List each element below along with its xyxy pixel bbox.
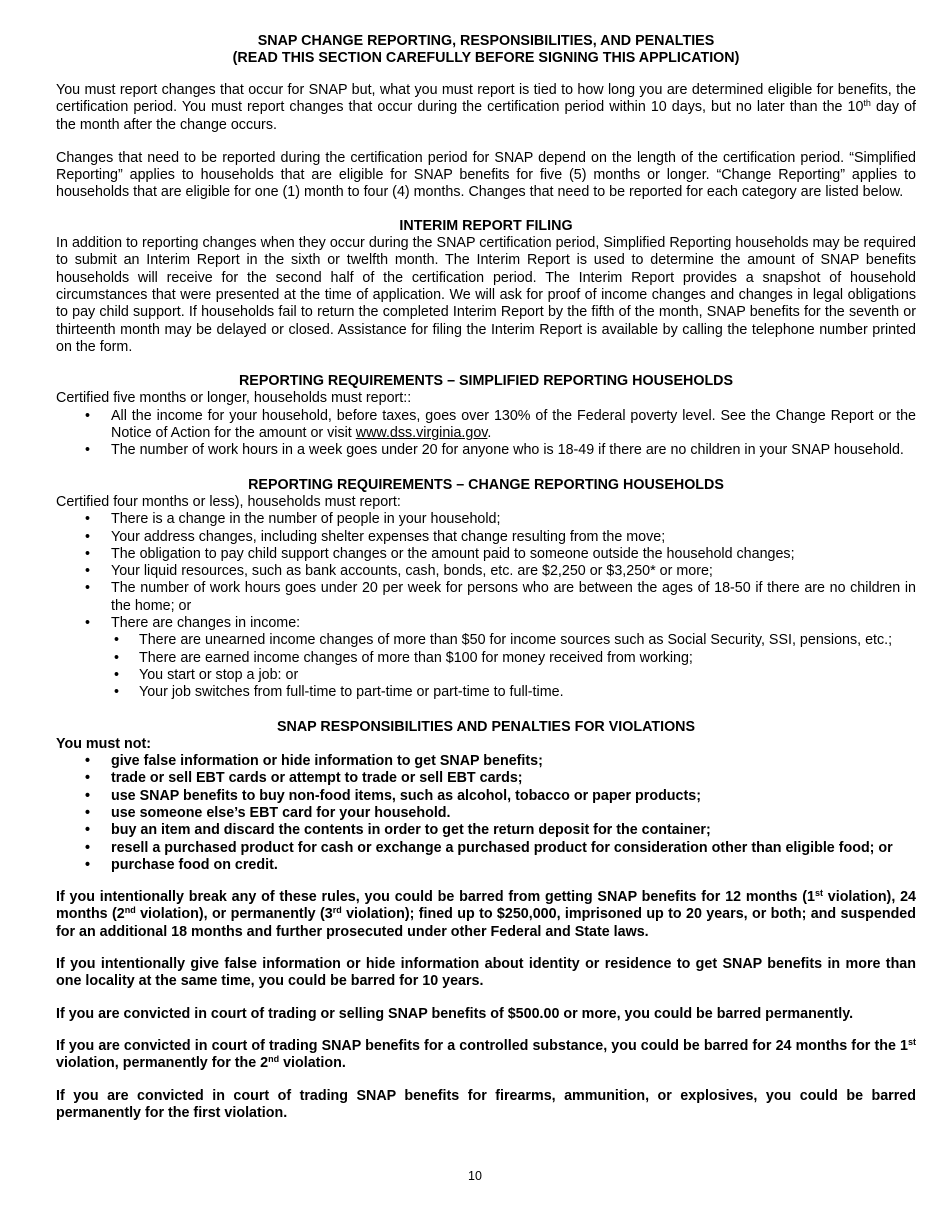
responsibilities-section [56,719,916,1123]
superscript: st [814,888,823,899]
document-title: SNAP CHANGE REPORTING, RESPONSIBILITIES, AND PENALTIES [257,33,715,49]
simplified-list [56,408,916,460]
document-subtitle: (READ THIS SECTION CAREFULLY BEFORE SIGNING THIS APPLICATION) [232,50,740,66]
list-item: • The number of work hours in a week goes under 20 for anyone who is 18-49 if there are no children in your SNAP household. [56,442,916,459]
list-item [56,615,916,701]
penalty-text: violation. [279,1055,346,1072]
list-item: • use someone else’s EBT card for your household. [56,805,916,822]
income-change-sublist [111,632,916,701]
intro-text: You must report changes that occur for SNAP but, what you must report is tied to how long you are determined eligible for benefits, the certification period. You must report changes that occur during the certification period within 10 days, but no later than the 10 [56,82,916,116]
list-item: • use SNAP benefits to buy non-food items, such as alcohol, tobacco or paper products; [56,788,916,805]
section-heading: INTERIM REPORT FILING [399,217,573,234]
list-item-text: All the income for your household, before taxes, goes over 130% of the Federal poverty level. See the Change Report or the Notice of Action for the amount or visit [111,407,916,442]
prohibited-actions-list [56,753,916,874]
list-item-text: There are changes in income: [111,615,301,632]
superscript: nd [268,1054,280,1065]
list-item: • The obligation to pay child support changes or the amount paid to someone outside the household changes; [56,546,916,563]
penalty-text: violation, permanently for the 2 [56,1055,269,1072]
superscript: th [863,98,871,109]
intro-paragraph-2: Changes that need to be reported during the certification period for SNAP depend on the length of the certification period. “Simplified Reporting” applies to households that are eligible for SNAP benefits for five (5) months or longer. “Change Reporting” applies to households that are eligible for one (1) month to four (4) months. Changes that need to be reported for each category are listed below. [56,149,916,201]
list-item: • There is a change in the number of people in your household; [56,511,916,528]
list-item: • give false information or hide information to get SNAP benefits; [56,753,916,770]
change-section [56,477,916,702]
penalty-text: If you intentionally break any of these rules, you could be barred from getting SNAP benefits for 12 months (1 [56,889,815,906]
section-lead: You must not: [56,735,152,752]
penalty-text: violation), or permanently (3 [135,906,333,923]
section-heading: SNAP RESPONSIBILITIES AND PENALTIES FOR VIOLATIONS [276,718,696,735]
list-item: • The number of work hours goes under 20 per week for persons who are between the ages of 18-50 if there are no children in the home; or [56,580,916,615]
section-heading: REPORTING REQUIREMENTS – SIMPLIFIED REPORTING HOUSEHOLDS [238,373,734,390]
penalty-paragraph [56,889,916,941]
penalty-paragraph: If you are convicted in court of trading or selling SNAP benefits of $500.00 or more, you could be barred permanently. [56,1005,854,1022]
sub-list-item: • Your job switches from full-time to part-time or part-time to full-time. [111,684,916,701]
penalty-paragraph: If you are convicted in court of trading SNAP benefits for firearms, ammunition, or explosives, you could be barred permanently for the first violation. [56,1087,916,1121]
section-lead: Certified four months or less), households must report: [56,493,401,510]
document-header [56,33,916,67]
penalty-paragraph [56,1038,916,1073]
section-lead: Certified five months or longer, households must report:: [56,390,412,407]
superscript: rd [332,905,342,916]
list-item: • Your liquid resources, such as bank accounts, cash, bonds, etc. are $2,250 or $3,250* or more; [56,563,916,580]
superscript: nd [124,905,136,916]
interim-section [56,218,916,356]
superscript: st [907,1036,916,1047]
intro-text: day of the month after the change occurs. [56,99,916,133]
list-item: • buy an item and discard the contents in order to get the return deposit for the container; [56,822,916,839]
list-item: • trade or sell EBT cards or attempt to trade or sell EBT cards; [56,770,916,787]
dss-website-link[interactable]: www.dss.virginia.gov [355,425,488,442]
page-number: 10 [468,1169,482,1183]
sub-list-item: • There are unearned income changes of more than $50 for income sources such as Social Security, SSI, pensions, etc.; [111,632,916,649]
sub-list-item: • You start or stop a job: or [111,667,916,684]
list-item-text: . [487,425,492,442]
sub-list-item: • There are earned income changes of more than $100 for money received from working; [111,650,916,667]
list-item [56,408,916,443]
section-heading: REPORTING REQUIREMENTS – CHANGE REPORTING HOUSEHOLDS [248,476,724,493]
penalty-text: violation), 24 months (2 [56,889,916,923]
list-item: • purchase food on credit. [56,857,916,874]
list-item: • resell a purchased product for cash or exchange a purchased product for consideration other than eligible food; or [56,840,916,857]
change-list [56,511,916,701]
intro-paragraph-1 [56,82,916,134]
simplified-section [56,373,916,459]
interim-paragraph: In addition to reporting changes when they occur during the SNAP certification period, Simplified Reporting households may be required to submit an Interim Report in the sixth or twelfth month. The Interim Report is used to determine the amount of SNAP benefits households will receive for the second half of the certification period. The Interim Report provides a snapshot of household circumstances that were presented at the time of application. We will ask for proof of income changes and changes in legal obligations to pay child support. If households fail to return the completed Interim Report by the fifth of the month, SNAP benefits for the seventh or thirteenth month may be delayed or closed. Assistance for filing the Interim Report is available by calling the telephone number printed on the form. [56,235,916,355]
penalty-paragraph: If you intentionally give false information or hide information about identity or residence to get SNAP benefits in more than one locality at the same time, you could be barred for 10 years. [56,956,916,990]
list-item: • Your address changes, including shelter expenses that change resulting from the move; [56,529,916,546]
penalty-text: If you are convicted in court of trading SNAP benefits for a controlled substance, you could be barred for 24 months for the 1 [56,1037,908,1054]
penalty-text: violation); fined up to $250,000, imprisoned up to 20 years, or both; and suspended for an additional 18 months and further prosecuted under other Federal and State laws. [56,906,916,940]
